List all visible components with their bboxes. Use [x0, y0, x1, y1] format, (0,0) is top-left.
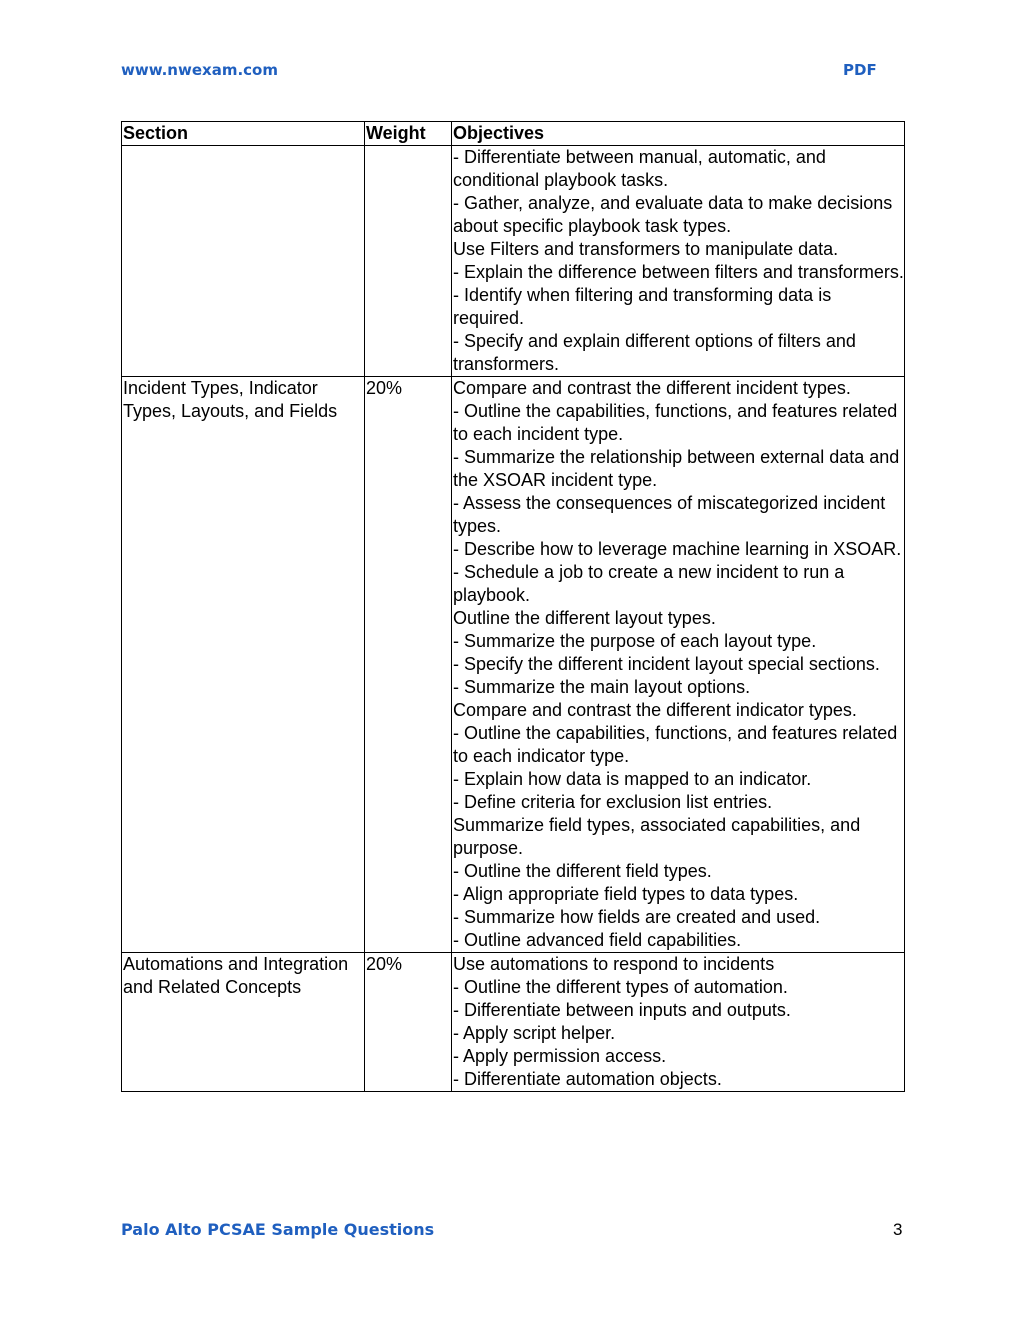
objective-item: - Summarize how fields are created and used. — [453, 907, 821, 927]
page-number: 3 — [893, 1220, 903, 1239]
objective-item: - Differentiate automation objects. — [453, 1069, 722, 1089]
objective-item: Summarize field types, associated capabilities, and purpose. — [453, 815, 861, 858]
weight-cell: 20% — [365, 377, 452, 953]
objectives-cell — [452, 377, 905, 953]
objectives-cell — [452, 953, 905, 1092]
table-row — [122, 953, 905, 1092]
header-weight: Weight — [365, 122, 452, 146]
objective-item: - Align appropriate field types to data types. — [453, 884, 799, 904]
objective-item: - Describe how to leverage machine learning in XSOAR. — [453, 539, 902, 559]
objective-item: - Explain the difference between filters and transformers. — [453, 262, 904, 282]
objective-item: Compare and contrast the different incident types. — [453, 378, 851, 398]
objective-item: - Outline the capabilities, functions, and features related to each indicator type. — [453, 723, 898, 766]
objective-item: - Summarize the relationship between external data and the XSOAR incident type. — [453, 447, 900, 490]
objectives-cell — [452, 146, 905, 377]
objective-item: - Gather, analyze, and evaluate data to make decisions about specific playbook task types. — [453, 193, 893, 236]
objective-item: Compare and contrast the different indicator types. — [453, 700, 857, 720]
objective-item: - Summarize the main layout options. — [453, 677, 751, 697]
objective-item: - Outline the different types of automation. — [453, 977, 788, 997]
table-header-row — [122, 122, 905, 146]
objective-item: - Schedule a job to create a new incident to run a playbook. — [453, 562, 845, 605]
objective-item: - Outline the capabilities, functions, and features related to each incident type. — [453, 401, 898, 444]
site-link[interactable]: www.nwexam.com — [121, 61, 278, 79]
objective-item: - Apply permission access. — [453, 1046, 667, 1066]
objective-item: - Assess the consequences of miscategorized incident types. — [453, 493, 886, 536]
objective-item: - Summarize the purpose of each layout type. — [453, 631, 817, 651]
weight-cell: 20% — [365, 953, 452, 1092]
objective-item: - Specify and explain different options of filters and transformers. — [453, 331, 856, 374]
objective-item: - Specify the different incident layout special sections. — [453, 654, 880, 674]
objective-item: - Differentiate between inputs and outputs. — [453, 1000, 791, 1020]
weight-cell — [365, 146, 452, 377]
section-cell: Automations and Integration and Related Concepts — [122, 953, 365, 1092]
section-cell: Incident Types, Indicator Types, Layouts, and Fields — [122, 377, 365, 953]
header-section: Section — [122, 122, 365, 146]
objective-item: Outline the different layout types. — [453, 608, 716, 628]
header-objectives: Objectives — [452, 122, 905, 146]
objective-item: - Outline the different field types. — [453, 861, 712, 881]
objective-item: - Define criteria for exclusion list entries. — [453, 792, 773, 812]
objective-item: - Outline advanced field capabilities. — [453, 930, 742, 950]
objective-item: - Apply script helper. — [453, 1023, 616, 1043]
objective-item: Use Filters and transformers to manipulate data. — [453, 239, 839, 259]
objectives-table — [121, 121, 905, 1092]
footer-title: Palo Alto PCSAE Sample Questions — [121, 1220, 435, 1239]
objective-item: - Explain how data is mapped to an indicator. — [453, 769, 812, 789]
section-cell — [122, 146, 365, 377]
objective-item: - Differentiate between manual, automatic, and conditional playbook tasks. — [453, 147, 826, 190]
pdf-label[interactable]: PDF — [843, 61, 877, 79]
table-row — [122, 377, 905, 953]
table-row — [122, 146, 905, 377]
objective-item: - Identify when filtering and transforming data is required. — [453, 285, 832, 328]
objective-item: Use automations to respond to incidents — [453, 954, 775, 974]
